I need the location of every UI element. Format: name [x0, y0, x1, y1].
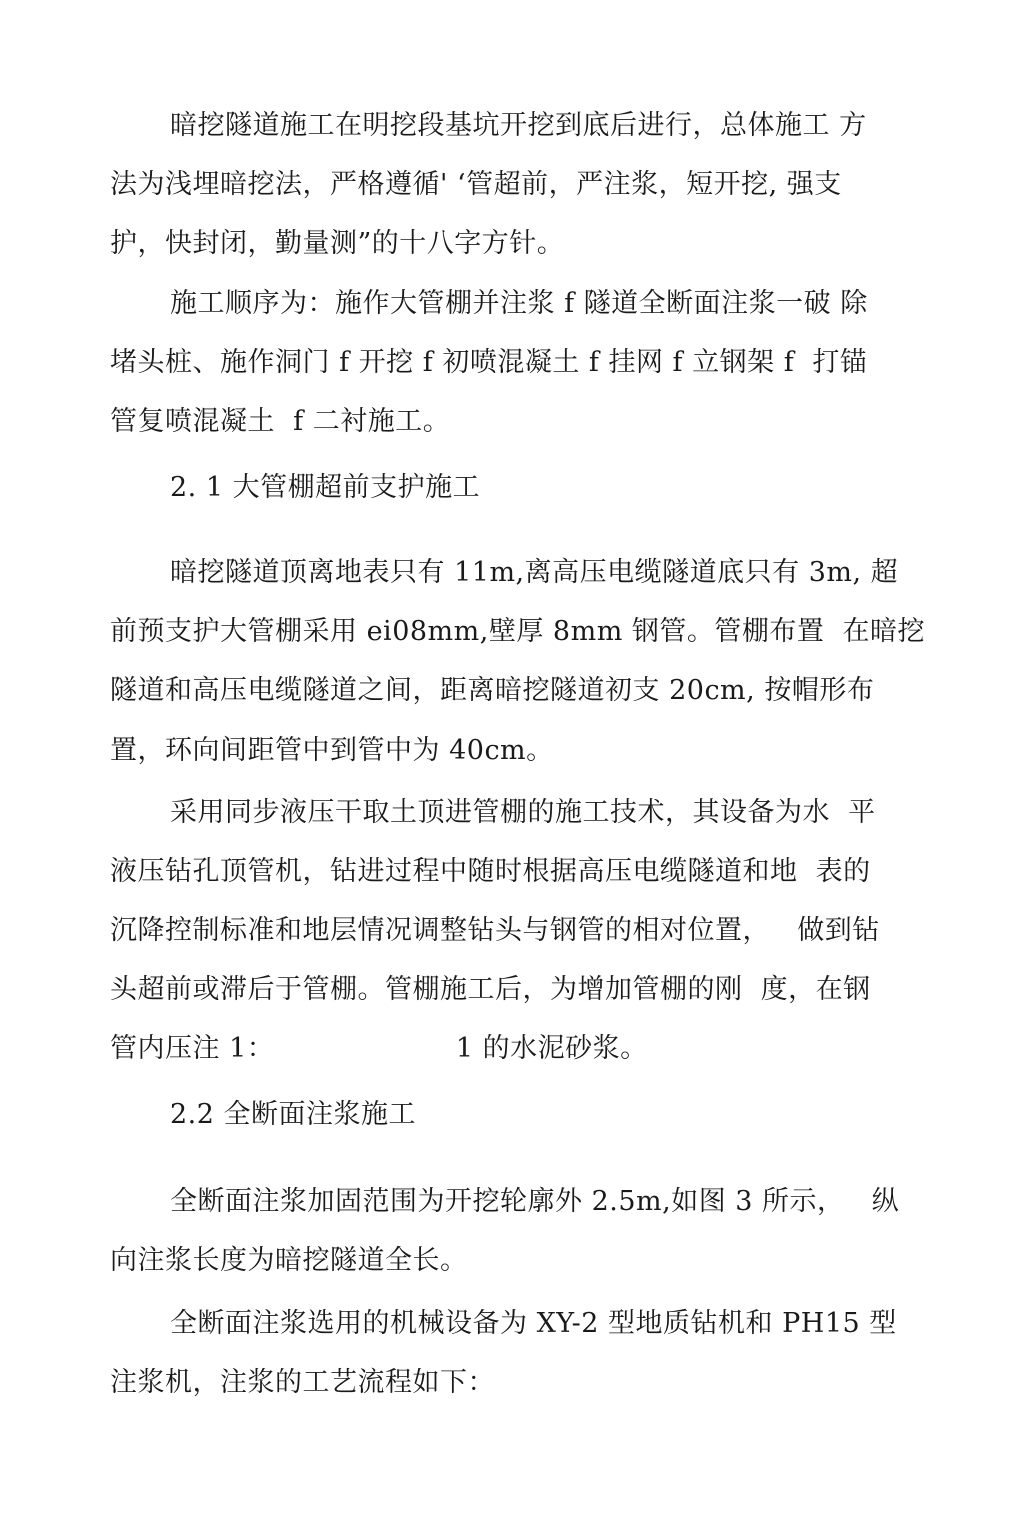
grout-range-line-2: 向注浆长度为暗挖隧道全长。: [110, 1245, 468, 1276]
section-heading-2-2: 2.2 全断面注浆施工: [170, 1099, 417, 1130]
jacking-line-2: 液压钻孔顶管机，钻进过程中随时根据高压电缆隧道和地 表的: [110, 856, 871, 887]
sequence-line-1: 施工顺序为：施作大管棚并注浆 f 隧道全断面注浆一破 除: [170, 288, 868, 319]
grout-equipment-line-2: 注浆机，注浆的工艺流程如下：: [110, 1367, 495, 1398]
sequence-line-3: 管复喷混凝土 f 二衬施工。: [110, 406, 451, 437]
jacking-line-5: 管内压注 1： 1 的水泥砂浆。: [110, 1033, 648, 1064]
jacking-line-4: 头超前或滞后于管棚。管棚施工后，为增加管棚的刚 度，在钢: [110, 974, 871, 1005]
pipe-shed-line-2: 前预支护大管棚采用 ei08mm,壁厚 8mm 钢管。管棚布置 在暗挖: [110, 616, 926, 647]
grout-equipment-line-1: 全断面注浆选用的机械设备为 XY-2 型地质钻机和 PH15 型: [170, 1308, 897, 1339]
pipe-shed-line-4: 置，环向间距管中到管中为 40cm。: [110, 735, 554, 766]
pipe-shed-line-1: 暗挖隧道顶离地表只有 11m,离高压电缆隧道底只有 3m, 超: [170, 557, 899, 588]
section-heading-2-1: 2. 1 大管棚超前支护施工: [170, 472, 481, 503]
pipe-shed-line-3: 隧道和高压电缆隧道之间，距离暗挖隧道初支 20cm, 按帽形布: [110, 675, 875, 706]
intro-line-3: 护，快封闭，勤量测”的十八字方针。: [110, 228, 565, 259]
jacking-line-3: 沉降控制标准和地层情况调整钻头与钢管的相对位置， 做到钻: [110, 915, 880, 946]
jacking-line-1: 采用同步液压干取土顶进管棚的施工技术，其设备为水 平: [170, 797, 876, 828]
grout-range-line-1: 全断面注浆加固范围为开挖轮廓外 2.5m,如图 3 所示， 纵: [170, 1186, 900, 1217]
intro-line-1: 暗挖隧道施工在明挖段基坑开挖到底后进行，总体施工 方: [170, 110, 867, 141]
sequence-line-2: 堵头桩、施作洞门 f 开挖 f 初喷混凝土 f 挂网 f 立钢架 f 打锚: [110, 347, 868, 378]
intro-line-2: 法为浅埋暗挖法，严格遵循' ‘管超前，严注浆，短开挖, 强支: [110, 169, 842, 200]
